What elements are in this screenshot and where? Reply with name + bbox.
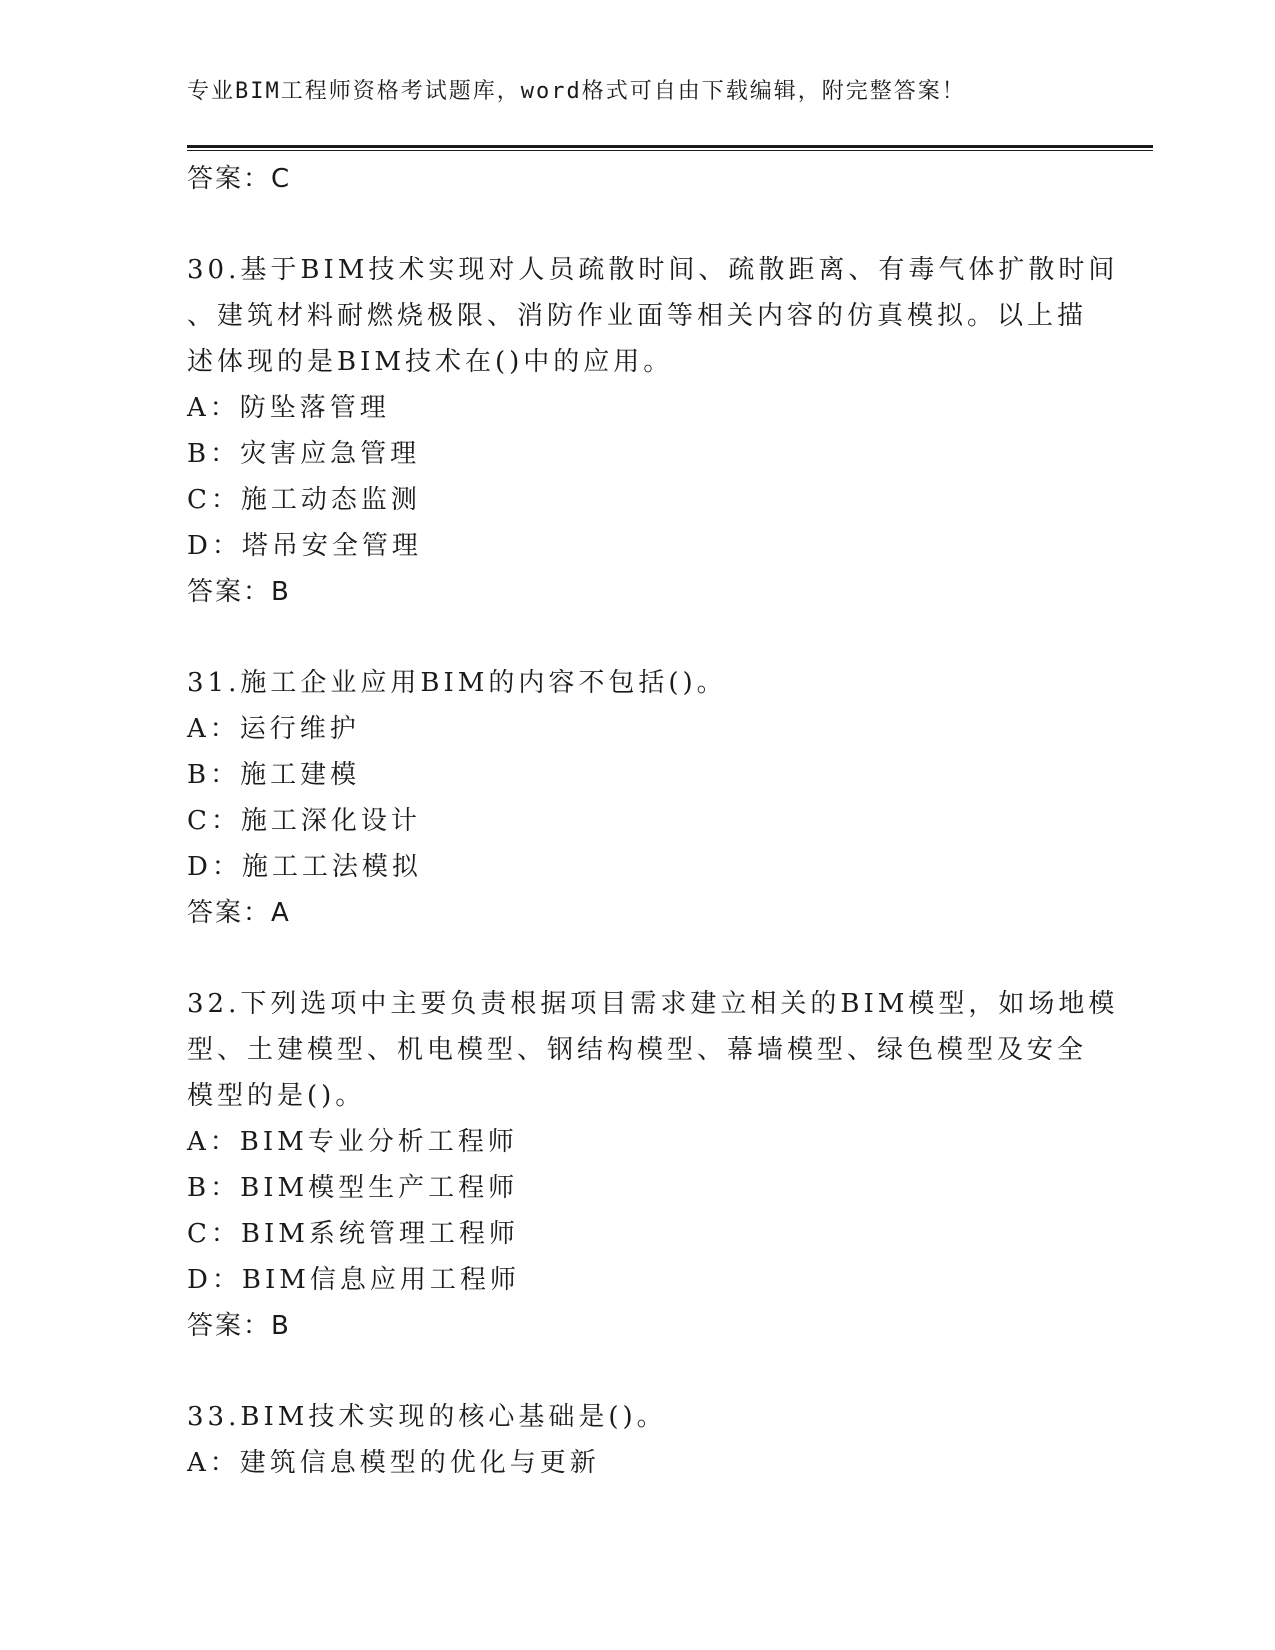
question-stem-line: 模型的是()。 xyxy=(187,1081,366,1111)
option-line: C：施工动态监测 xyxy=(187,485,421,515)
page-header: 专业BIM工程师资格考试题库，word格式可自由下载编辑，附完整答案！ xyxy=(187,79,966,104)
question-block xyxy=(187,247,1119,615)
document-body xyxy=(187,156,1119,1486)
answer-line: 答案：C xyxy=(187,164,292,194)
header-rule-thin xyxy=(187,150,1153,151)
option-line: C：施工深化设计 xyxy=(187,806,421,836)
question-stem-line: 30.基于BIM技术实现对人员疏散时间、疏散距离、有毒气体扩散时间 xyxy=(187,255,1119,285)
header-rule-thick xyxy=(187,145,1153,148)
answer-line: 答案：B xyxy=(187,1311,291,1341)
option-line: B：灾害应急管理 xyxy=(187,439,421,469)
option-line: D：塔吊安全管理 xyxy=(187,531,422,561)
question-stem-line: 32.下列选项中主要负责根据项目需求建立相关的BIM模型，如场地模 xyxy=(187,989,1119,1019)
option-line: A：运行维护 xyxy=(187,714,360,744)
option-line: C：BIM系统管理工程师 xyxy=(187,1219,519,1249)
question-stem-line: 33.BIM技术实现的核心基础是()。 xyxy=(187,1402,667,1432)
option-line: A：BIM专业分析工程师 xyxy=(187,1127,518,1157)
option-line: D：BIM信息应用工程师 xyxy=(187,1265,520,1295)
question-block xyxy=(187,660,1087,936)
option-line: B：施工建模 xyxy=(187,760,361,790)
question-stem-line: 31.施工企业应用BIM的内容不包括()。 xyxy=(187,668,727,698)
question-block xyxy=(187,1394,1087,1486)
question-block xyxy=(187,981,1119,1349)
question-stem-line: 述体现的是BIM技术在()中的应用。 xyxy=(187,347,674,377)
answer-line: 答案：A xyxy=(187,898,291,928)
option-line: A：防坠落管理 xyxy=(187,393,390,423)
answer-line: 答案：B xyxy=(187,577,291,607)
question-stem-line: 型、土建模型、机电模型、钢结构模型、幕墙模型、绿色模型及安全 xyxy=(187,1035,1088,1065)
option-line: D：施工工法模拟 xyxy=(187,852,422,882)
option-line: B：BIM模型生产工程师 xyxy=(187,1173,519,1203)
question-stem-line: 、建筑材料耐燃烧极限、消防作业面等相关内容的仿真模拟。以上描 xyxy=(187,301,1088,331)
option-line: A：建筑信息模型的优化与更新 xyxy=(187,1448,600,1478)
